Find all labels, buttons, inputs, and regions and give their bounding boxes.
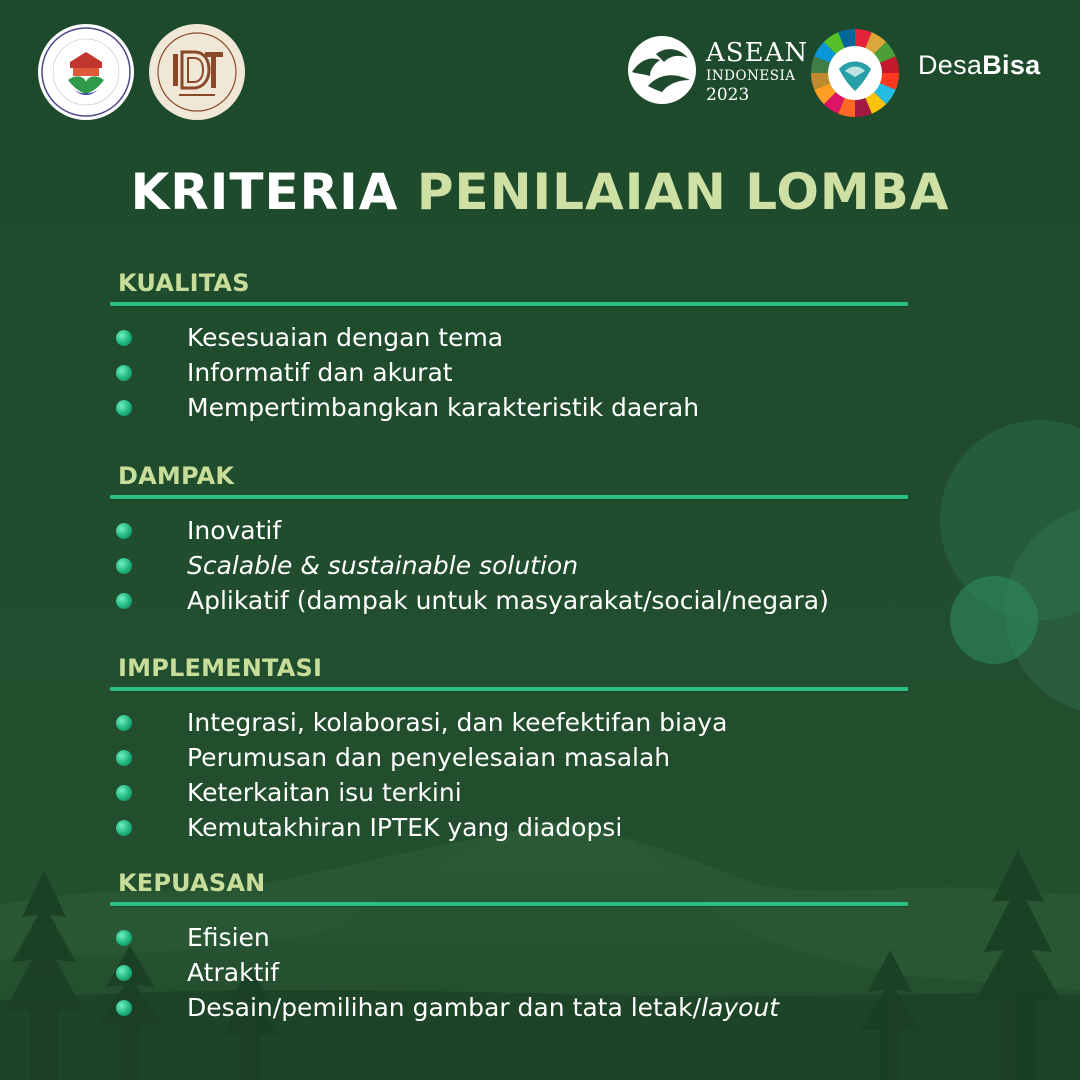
asean-indonesia-logo-icon [626,34,698,106]
list-item-text-main: Desain/pemilihan gambar dan tata letak/ [187,993,702,1022]
list-item [110,775,908,810]
title-part1: KRITERIA [130,163,399,221]
bullet-icon [116,820,132,836]
bullet-icon [116,593,132,609]
ditjen-pdt-logo [149,24,245,120]
list-item-text: Aplikatif (dampak untuk masyarakat/social/negara) [187,586,829,615]
criteria-list [110,513,908,618]
list-item [110,810,908,845]
section-heading: KEPUASAN [118,869,266,897]
list-item-text: Inovatif [187,516,282,545]
section-heading: KUALITAS [118,269,250,297]
list-item-text: Perumusan dan penyelesaian masalah [187,743,671,772]
list-item [110,390,908,425]
list-item-text: Kemutakhiran IPTEK yang diadopsi [187,813,623,842]
list-item [110,355,908,390]
list-item-text: Efisien [187,923,270,952]
asean-line2: INDONESIA [706,68,796,84]
bullet-icon [116,523,132,539]
list-item-text [187,993,779,1022]
section-divider [110,687,908,691]
title-part2: PENILAIAN LOMBA [416,163,950,221]
section-divider [110,902,908,906]
asean-line1: ASEAN [706,38,809,68]
asean-wordmark [706,38,809,105]
bullet-icon [116,715,132,731]
ministry-logo [38,24,134,120]
list-item-text: Informatif dan akurat [187,358,453,387]
section-kepuasan [110,864,908,1025]
sdg-wheel-icon [810,28,900,118]
list-item [110,705,908,740]
desabisa-logo [918,50,1040,81]
criteria-list [110,705,908,845]
bullet-icon [116,965,132,981]
deco-circle-small [950,576,1038,664]
section-divider [110,302,908,306]
criteria-list [110,320,908,425]
list-item [110,990,908,1025]
bullet-icon [116,400,132,416]
list-item-text-italic: layout [701,993,780,1022]
section-heading: IMPLEMENTASI [118,654,323,682]
list-item [110,513,908,548]
list-item [110,920,908,955]
list-item-text: Scalable & sustainable solution [187,551,579,580]
list-item [110,583,908,618]
list-item-text: Integrasi, kolaborasi, dan keefektifan biaya [187,708,728,737]
page-title [0,163,1080,221]
list-item [110,955,908,990]
list-item-text: Keterkaitan isu terkini [187,778,462,807]
section-dampak [110,457,908,618]
list-item-text: Mempertimbangkan karakteristik daerah [187,393,700,422]
desabisa-part2: Bisa [982,50,1041,80]
section-kualitas [110,264,908,425]
section-divider [110,495,908,499]
bullet-icon [116,785,132,801]
ditjen-pdt-emblem-icon [149,24,245,120]
list-item [110,740,908,775]
section-implementasi [110,649,908,845]
section-heading: DAMPAK [118,462,235,490]
bullet-icon [116,558,132,574]
ministry-emblem-icon [38,24,134,120]
asean-line3: 2023 [706,84,750,105]
desabisa-part1: Desa [918,50,983,80]
list-item-text: Kesesuaian dengan tema [187,323,504,352]
bullet-icon [116,330,132,346]
list-item [110,548,908,583]
bullet-icon [116,1000,132,1016]
list-item-text: Atraktif [187,958,280,987]
criteria-list [110,920,908,1025]
bullet-icon [116,930,132,946]
bullet-icon [116,365,132,381]
bullet-icon [116,750,132,766]
list-item [110,320,908,355]
